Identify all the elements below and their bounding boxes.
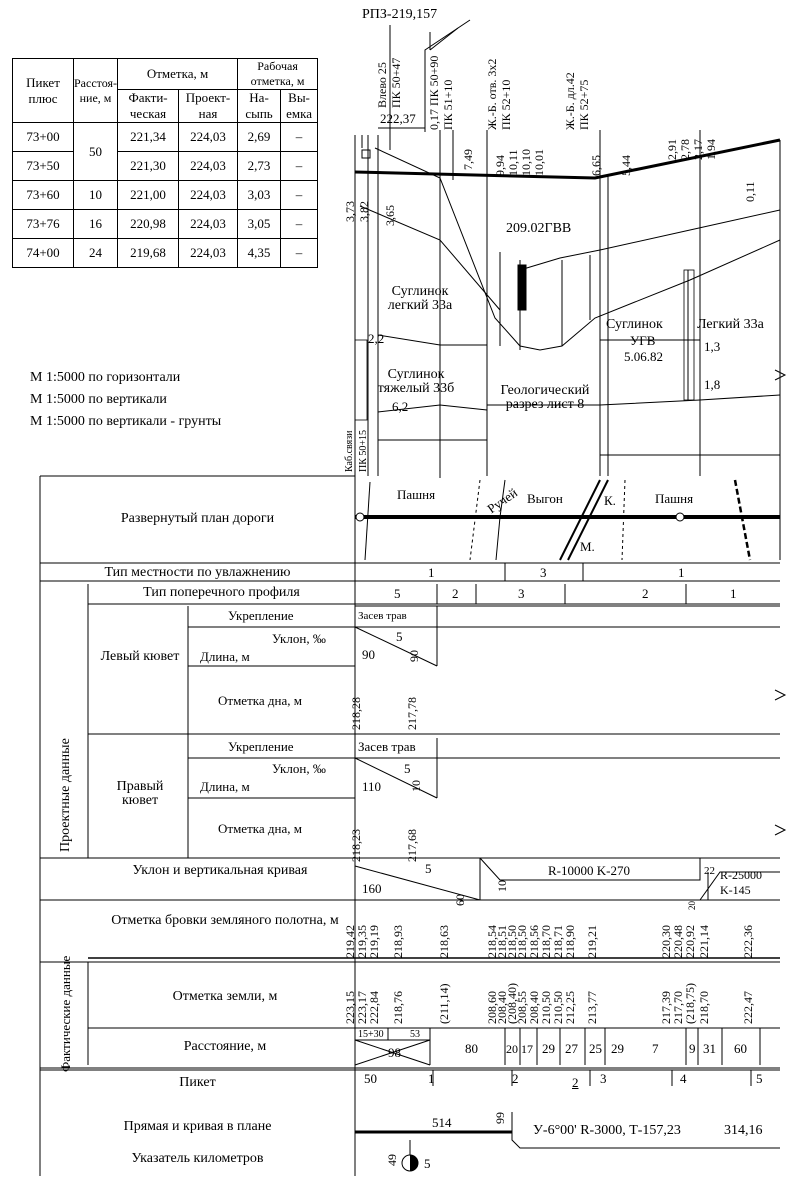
curve-314: 314,16 xyxy=(724,1123,763,1138)
v194: 1,94 xyxy=(704,139,718,160)
scale-soil: М 1:5000 по вертикали - грунты xyxy=(30,414,222,429)
brovka-value: 218,56 xyxy=(527,925,541,958)
v544: 5,44 xyxy=(619,155,633,176)
plan-k: К. xyxy=(604,493,616,508)
slope-r1: R-10000 K-270 xyxy=(548,863,630,878)
piket-3: 3 xyxy=(600,1071,607,1086)
pk5090-label: 0,17 ПК 50+90 xyxy=(427,55,441,130)
left-length-label: Длина, м xyxy=(200,649,250,664)
cross-2: 2 xyxy=(452,586,459,601)
right-length-label: Длина, м xyxy=(200,779,250,794)
zemli-value: 208,40 xyxy=(495,991,509,1024)
v373: 3,73 xyxy=(343,201,357,222)
mark-header: Отметка, м xyxy=(118,59,238,90)
dist-53: 53 xyxy=(410,1029,420,1040)
brovka-row-label: Отметка бровки земляного полотна, м xyxy=(111,913,339,928)
slope-10: 10 xyxy=(495,880,509,892)
v382: 3,82 xyxy=(357,201,371,222)
fill-header: На- сыпь xyxy=(238,90,281,123)
left-ditch-label: Левый кювет xyxy=(100,649,180,664)
v18: 1,8 xyxy=(704,377,721,392)
zemli-value: 217,70 xyxy=(671,991,685,1024)
zemli-value: 223,15 xyxy=(343,991,357,1024)
slope-60: 60 xyxy=(453,894,467,906)
km-5: 5 xyxy=(424,1156,431,1171)
zemli-value: 212,25 xyxy=(563,991,577,1024)
ground-row-label: Отметка земли, м xyxy=(172,989,278,1004)
v749: 7,49 xyxy=(461,149,475,170)
zemli-value: 208,40 xyxy=(527,991,541,1024)
right-len2: 10 xyxy=(409,780,423,792)
distance-header: Расстоя- ние, м xyxy=(74,59,118,123)
dist-25: 25 xyxy=(589,1041,602,1056)
v665: 6,65 xyxy=(589,155,603,176)
v994: 9,94 xyxy=(493,155,507,176)
dist-7: 7 xyxy=(652,1041,659,1056)
v13: 1,3 xyxy=(704,339,721,354)
piket-2-alt: 2 xyxy=(572,1075,579,1090)
vlevo-label: Влево 25 xyxy=(375,62,389,108)
dist-31: 31 xyxy=(703,1041,716,1056)
brovka-value: 221,14 xyxy=(697,925,711,958)
zemli-value: 208,60 xyxy=(485,991,499,1024)
dist-60: 60 xyxy=(734,1041,747,1056)
left-bottom-label: Отметка дна, м xyxy=(218,693,302,708)
v291: 2,91 xyxy=(665,139,679,160)
brovka-value: 218,51 xyxy=(495,925,509,958)
dist-20: 20 xyxy=(506,1042,518,1056)
zemli-value: (218,75) xyxy=(683,983,697,1024)
brovka-value: 218,63 xyxy=(437,925,451,958)
plan-row-label: Развернутый план дороги xyxy=(120,511,275,526)
v22: 2,2 xyxy=(368,331,385,346)
brovka-value: 218,54 xyxy=(485,925,499,958)
zhb1-label: Ж.-Б. отв. 3х2 xyxy=(485,58,499,130)
table-row: 73+76 16 220,98 224,03 3,05 – xyxy=(13,210,318,239)
zemli-value: 210,50 xyxy=(539,991,553,1024)
fact-header: Факти- ческая xyxy=(118,90,179,123)
dist-17: 17 xyxy=(521,1042,533,1056)
brovka-value: 218,90 xyxy=(563,925,577,958)
work-mark-header: Рабочая отметка, м xyxy=(238,59,318,90)
piket-5: 5 xyxy=(756,1071,763,1086)
plan-pashnya-2: Пашня xyxy=(655,491,694,506)
piket-header: Пикет плюс xyxy=(13,59,74,123)
left-len2: 90 xyxy=(407,650,421,662)
v011: 0,11 xyxy=(743,181,757,202)
dist-27: 27 xyxy=(565,1041,578,1056)
table-row: 73+60 10 221,00 224,03 3,03 – xyxy=(13,181,318,210)
right-zasev: Засев трав xyxy=(358,739,416,754)
dist-29: 29 xyxy=(542,1041,555,1056)
table-row: 73+50 221,30 224,03 2,73 – xyxy=(13,152,318,181)
soil-heavy: Суглинок тяжелый 33б xyxy=(377,367,455,396)
ugv-label: УГВ xyxy=(630,333,656,348)
right-bottom-label: Отметка дна, м xyxy=(218,821,302,836)
km-row-label: Указатель километров xyxy=(131,1151,264,1166)
straight-99: 99 xyxy=(493,1112,507,1124)
right-uklon-label: Уклон, ‰ xyxy=(272,761,326,776)
left-ukr-label: Укрепление xyxy=(228,608,294,623)
brovka-value: 219,19 xyxy=(367,925,381,958)
pk5110-label: ПК 51+10 xyxy=(441,79,455,130)
zhb2-label: Ж.-Б. дл.42 xyxy=(563,72,577,130)
mark-22237: 222,37 xyxy=(380,111,416,126)
v1011: 10,11 xyxy=(506,149,520,176)
dist-80: 80 xyxy=(465,1041,478,1056)
scale-horizontal: М 1:5000 по горизонтали xyxy=(30,370,181,385)
brovka-value: 218,93 xyxy=(391,925,405,958)
right-ditch-label: Правый кювет xyxy=(116,779,164,808)
zemli-value: 208,55 xyxy=(515,991,529,1024)
dist-29b: 29 xyxy=(611,1041,624,1056)
cross-5: 5 xyxy=(394,586,401,601)
zemli-value: 223,17 xyxy=(355,991,369,1024)
left-uklon-label: Уклон, ‰ xyxy=(272,631,326,646)
moisture-1: 1 xyxy=(428,565,435,580)
cut-header: Вы- емка xyxy=(281,90,318,123)
proj-header: Проект- ная xyxy=(179,90,238,123)
slope-160: 160 xyxy=(362,881,382,896)
dist-1530: 15+30 xyxy=(358,1029,384,1040)
right-dno-2: 217,68 xyxy=(405,829,419,862)
v1001: 10,01 xyxy=(532,149,546,176)
brovka-value: 218,50 xyxy=(505,925,519,958)
slope-row-label: Уклон и вертикальная кривая xyxy=(132,863,308,878)
plan-pashnya-1: Пашня xyxy=(397,487,436,502)
brovka-value: 219,21 xyxy=(585,925,599,958)
plan-vygon: Выгон xyxy=(527,491,563,506)
left-dno-1: 218,28 xyxy=(349,697,363,730)
soil-light: Суглинок легкий 33а xyxy=(387,284,453,313)
brovka-value: 218,71 xyxy=(551,925,565,958)
zemli-value: 218,70 xyxy=(697,991,711,1024)
curve-params: У-6°00' R-3000, Т-157,23 xyxy=(533,1123,681,1138)
brovka-value: 218,70 xyxy=(539,925,553,958)
moisture-3: 3 xyxy=(540,565,547,580)
project-data-label: Проектные данные xyxy=(58,738,73,852)
scale-vertical: М 1:5000 по вертикали xyxy=(30,392,167,407)
right-uklon-val: 5 xyxy=(404,761,411,776)
straight-curve-label: Прямая и кривая в плане xyxy=(123,1119,272,1134)
brovka-value: 220,92 xyxy=(683,925,697,958)
zemli-value: 217,39 xyxy=(659,991,673,1024)
plan-m: М. xyxy=(580,539,595,554)
moisture-1b: 1 xyxy=(678,565,685,580)
zemli-value: 218,76 xyxy=(391,991,405,1024)
dist-9: 9 xyxy=(689,1041,696,1056)
pk5047-label: ПК 50+47 xyxy=(389,57,403,108)
right-ukr-label: Укрепление xyxy=(228,739,294,754)
plan-ruchey: Ручей xyxy=(484,484,521,517)
zemli-value: (208,40) xyxy=(505,983,519,1024)
piket-50: 50 xyxy=(364,1071,377,1086)
piket-table xyxy=(12,58,318,268)
piket-4: 4 xyxy=(680,1071,687,1086)
slope-k2: K-145 xyxy=(720,883,751,897)
slope-r2: R-25000 xyxy=(720,868,762,882)
brovka-value: 219,42 xyxy=(343,925,357,958)
left-uklon-val: 5 xyxy=(396,629,403,644)
zemli-value: (211,14) xyxy=(437,983,451,1024)
right-len1: 110 xyxy=(362,779,382,794)
piket-2: 2 xyxy=(512,1071,519,1086)
brovka-value: 218,50 xyxy=(515,925,529,958)
slope-5: 5 xyxy=(425,861,432,876)
soil-3: Суглинок xyxy=(606,317,663,332)
cross-profile-label: Тип поперечного профиля xyxy=(143,585,300,600)
geo-section: Геологический разрез лист 8 xyxy=(500,383,590,412)
cross-2b: 2 xyxy=(642,586,649,601)
km-49: 49 xyxy=(385,1154,399,1166)
piket-1: 1 xyxy=(428,1071,435,1086)
v1010: 10,10 xyxy=(519,149,533,176)
pk5015-label: ПК 50+15 xyxy=(358,429,369,472)
table-row: 74+00 24 219,68 224,03 4,35 – xyxy=(13,239,318,268)
pk5275-label: ПК 52+75 xyxy=(577,79,591,130)
right-dno-1: 218,23 xyxy=(349,829,363,862)
left-len1: 90 xyxy=(362,647,375,662)
moisture-row-label: Тип местности по увлажнению xyxy=(104,565,291,580)
straight-514: 514 xyxy=(432,1115,452,1130)
gvv-label: 209.02ГВВ xyxy=(506,221,572,236)
distance-row-label: Расстояние, м xyxy=(183,1039,267,1054)
soil-3b: Легкий 33а xyxy=(697,317,764,332)
left-dno-2: 217,78 xyxy=(405,697,419,730)
left-zasev: Засев трав xyxy=(358,610,407,622)
zemli-value: 210,50 xyxy=(551,991,565,1024)
cross-3: 3 xyxy=(518,586,525,601)
cable-label: Каб.связи xyxy=(344,430,355,472)
table-row: 73+00 50 221,34 224,03 2,69 – xyxy=(13,123,318,152)
slope-22: 22 xyxy=(704,865,715,877)
brovka-value: 220,30 xyxy=(659,925,673,958)
piket-row-label: Пикет xyxy=(179,1075,216,1090)
zemli-value: 213,77 xyxy=(585,991,599,1024)
v217: 2,17 xyxy=(691,139,705,160)
brovka-value: 219,35 xyxy=(355,925,369,958)
zemli-value: 222,84 xyxy=(367,991,381,1024)
v278: 2,78 xyxy=(678,139,692,160)
brovka-value: 222,36 xyxy=(741,925,755,958)
v365: 3,65 xyxy=(383,205,397,226)
ugv-date: 5.06.82 xyxy=(624,349,663,364)
fact-data-label: Фактические данные xyxy=(58,955,73,1072)
v62: 6,2 xyxy=(392,399,409,414)
zemli-value: 222,47 xyxy=(741,991,755,1024)
slope-20: 20 xyxy=(687,901,697,910)
cross-1: 1 xyxy=(730,586,737,601)
dist-98: 98 xyxy=(388,1045,401,1060)
brovka-value: 220,48 xyxy=(671,925,685,958)
rpz-label: РПЗ-219,157 xyxy=(362,7,438,22)
pk5210-label: ПК 52+10 xyxy=(499,79,513,130)
